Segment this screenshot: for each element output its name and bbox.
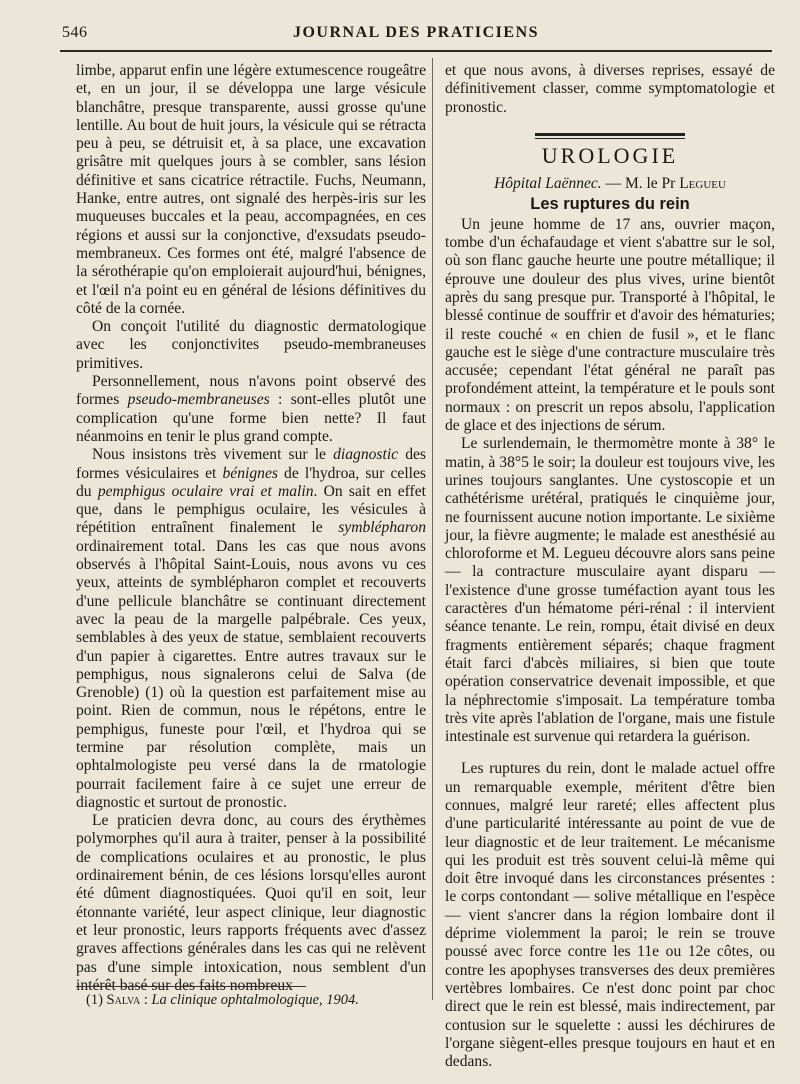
paragraph: Nous insistons très vivement sur le diagnostic des formes vésiculaires et bénignes de l'hydroa, sur celles du pemphigus oculaire vrai et malin. On sait en effet que, dans le pemphigus oculaire, les vésicules à répétition entraînent finalement le symblépharon ordinairement total. Dans les cas que nous avons observés à l'hôpital Saint-Louis, nous avons vu ces yeux, atteints de symblépharon complet et recouverts d'une pellicule blanchâtre se continuant directement avec la peau de la margelle palpébrale. Ces yeux, semblables à des yeux de statue, semblaient recouverts d'un papier à cigarettes. Entre autres travaux sur le pemphigus, nous signalerons celui de Salva (de Grenoble) (1) où la question est parfaitement mise au point. Rien de commun, nous le répétons, entre le pemphigus, funeste pour l'œil, et l'hydroa qui se termine par résolution complète, mais un ophtalmologiste peu versé dans la de rmatologie pourrait facilement faire à ce sujet une erreur de diagnostic et surtout de pronostic.: [76, 446, 427, 811]
paragraph: limbe, apparut enfin une légère extumescence rougeâtre et, en un jour, il se développa une large vésicule blanchâtre, presque transparente, aussi grosse qu'une lentille. Au bout de huit jours, la vésicule qui se rétracta peu à peu, se détruisit et, à sa place, une excavation grisâtre mit quelques jours à se combler, sans lésion définitive et sans cicatrice rétractile. Fuchs, Neumann, Hanke, entre autres, ont signalé des herpès-iris sur les muqueuses buccales et la peau, accompagnées, en ces régions et aussi sur la conjonctive, d'exsudats pseudo-membraneux. Ces formes ont été, malgré l'absence de la sérothérapie qu'on emploierait aujourd'hui, bénignes, et l'œil n'a point eu en général de lésions définitives du côté de la cornée.: [76, 62, 426, 317]
footnote-rule: [76, 986, 306, 987]
paragraph: Personnellement, nous n'avons point observé des formes pseudo-membraneuses : sont-elles plutôt une complication qu'une forme bien nette? Il faut néanmoins en tenir le plus grand compte.: [76, 373, 427, 445]
section-rule: [535, 133, 685, 139]
article-byline: Hôpital Laënnec. — M. le Pr Legueu: [494, 175, 726, 193]
paragraph: et que nous avons, à diverses reprises, essayé de définitivement classer, comme symptomatologie et pronostic.: [445, 62, 775, 116]
paragraph: Les ruptures du rein, dont le malade actuel offre un remarquable exemple, méritent d'être bien connues, malgré leur rareté; elles affectent plus d'une particularité intéressante au point de vue de leur diagnostic et de leur traitement. Le mécanisme qui les produit est très souvent celui-là même qui doit être invoqué dans les circonstances présentes : le corps contondant — solive métallique en l'espèce — vient s'ancrer dans la région lombaire dont il déprime violemment la paroi; le rein se trouve poussé avec force contre les 11e ou 12e côtes, ou contre les apophyses transverses des deux premières vertèbres lombaires. Ce n'est donc point par choc direct que le rein est blessé, mais indirectement, par contusion sur le squelette : aussi les déchirures de l'organe siègent-elles presque toujours en haut et en dedans.: [445, 760, 775, 1071]
section-title: UROLOGIE: [541, 142, 679, 168]
paragraph: Le surlendemain, le thermomètre monte à 38° le matin, à 38°5 le soir; la douleur est toujours vive, les urines toujours sanglantes. Une cystoscopie et un cathétérisme urétéral, pratiqués le cinquième jour, ne fournissent aucune notion importante. Le sixième jour, la fièvre augmente; le malade est anesthésié au chloroforme et M. Legueu découvre alors sans peine — la contracture musculaire ayant disparu — l'existence d'une grosse tuméfaction ayant tous les caractères d'un hématome péri-rénal : il intervient séance tenante. Le rein, rompu, était divisé en deux fragments entièrement séparés; chaque fragment était farci d'abcès miliaires, si bien que toute opération conservatrice devenait impossible, et que la néphrectomie s'imposait. La température tomba très vite après l'ablation de l'organe, mais une fistule intestinale est survenue qui retardera la guérison.: [445, 435, 775, 746]
column-divider: [432, 58, 433, 1000]
paragraph: Le praticien devra donc, au cours des érythèmes polymorphes qu'il aura à traiter, penser à la possibilité de complications oculaires et au pronostic, le plus ordinairement bénin, de ces lésions lorsqu'elles auront été dûment diagnostiquées. Quoi qu'il en soit, leur étonnante variété, leur aspect clinique, leur diagnostic et leur pronostic, leurs rapports fréquents avec d'assez graves affections générales dans les cas qui ne relèvent pas d'une simple intoxication, nous semblent d'un intérêt basé sur des faits nombreux: [76, 812, 426, 994]
header-rule: [60, 50, 772, 52]
page-header: [60, 22, 772, 48]
paragraph: On conçoit l'utilité du diagnostic dermatologique avec les conjonctivites pseudo-membraneuses primitives.: [76, 318, 426, 372]
left-column: [76, 62, 426, 995]
footnote: (1) Salva : La clinique ophtalmologique, 1904.: [86, 992, 359, 1008]
page-number: 546: [62, 24, 88, 41]
journal-title: JOURNAL DES PRATICIENS: [292, 24, 540, 41]
section-heading: [445, 133, 775, 168]
article-title: Les ruptures du rein: [530, 195, 690, 214]
right-column: [445, 62, 775, 1071]
paragraph: Un jeune homme de 17 ans, ouvrier maçon, tombe d'un échafaudage et vient s'abattre sur le sol, où son flanc gauche heurte une poutre métallique; il éprouve une douleur des plus vives, urine bientôt après du sang presque pur. Transporté à l'hôpital, le blessé continue de souffrir et d'avoir des hématuries; il reste couché « en chien de fusil », et le flanc gauche est le siège d'une contracture musculaire très accusée; cependant l'état général ne paraît pas profondément atteint, la température et le pouls sont normaux : on prescrit un repos absolu, l'application de glace et des injections de sérum.: [445, 215, 775, 435]
